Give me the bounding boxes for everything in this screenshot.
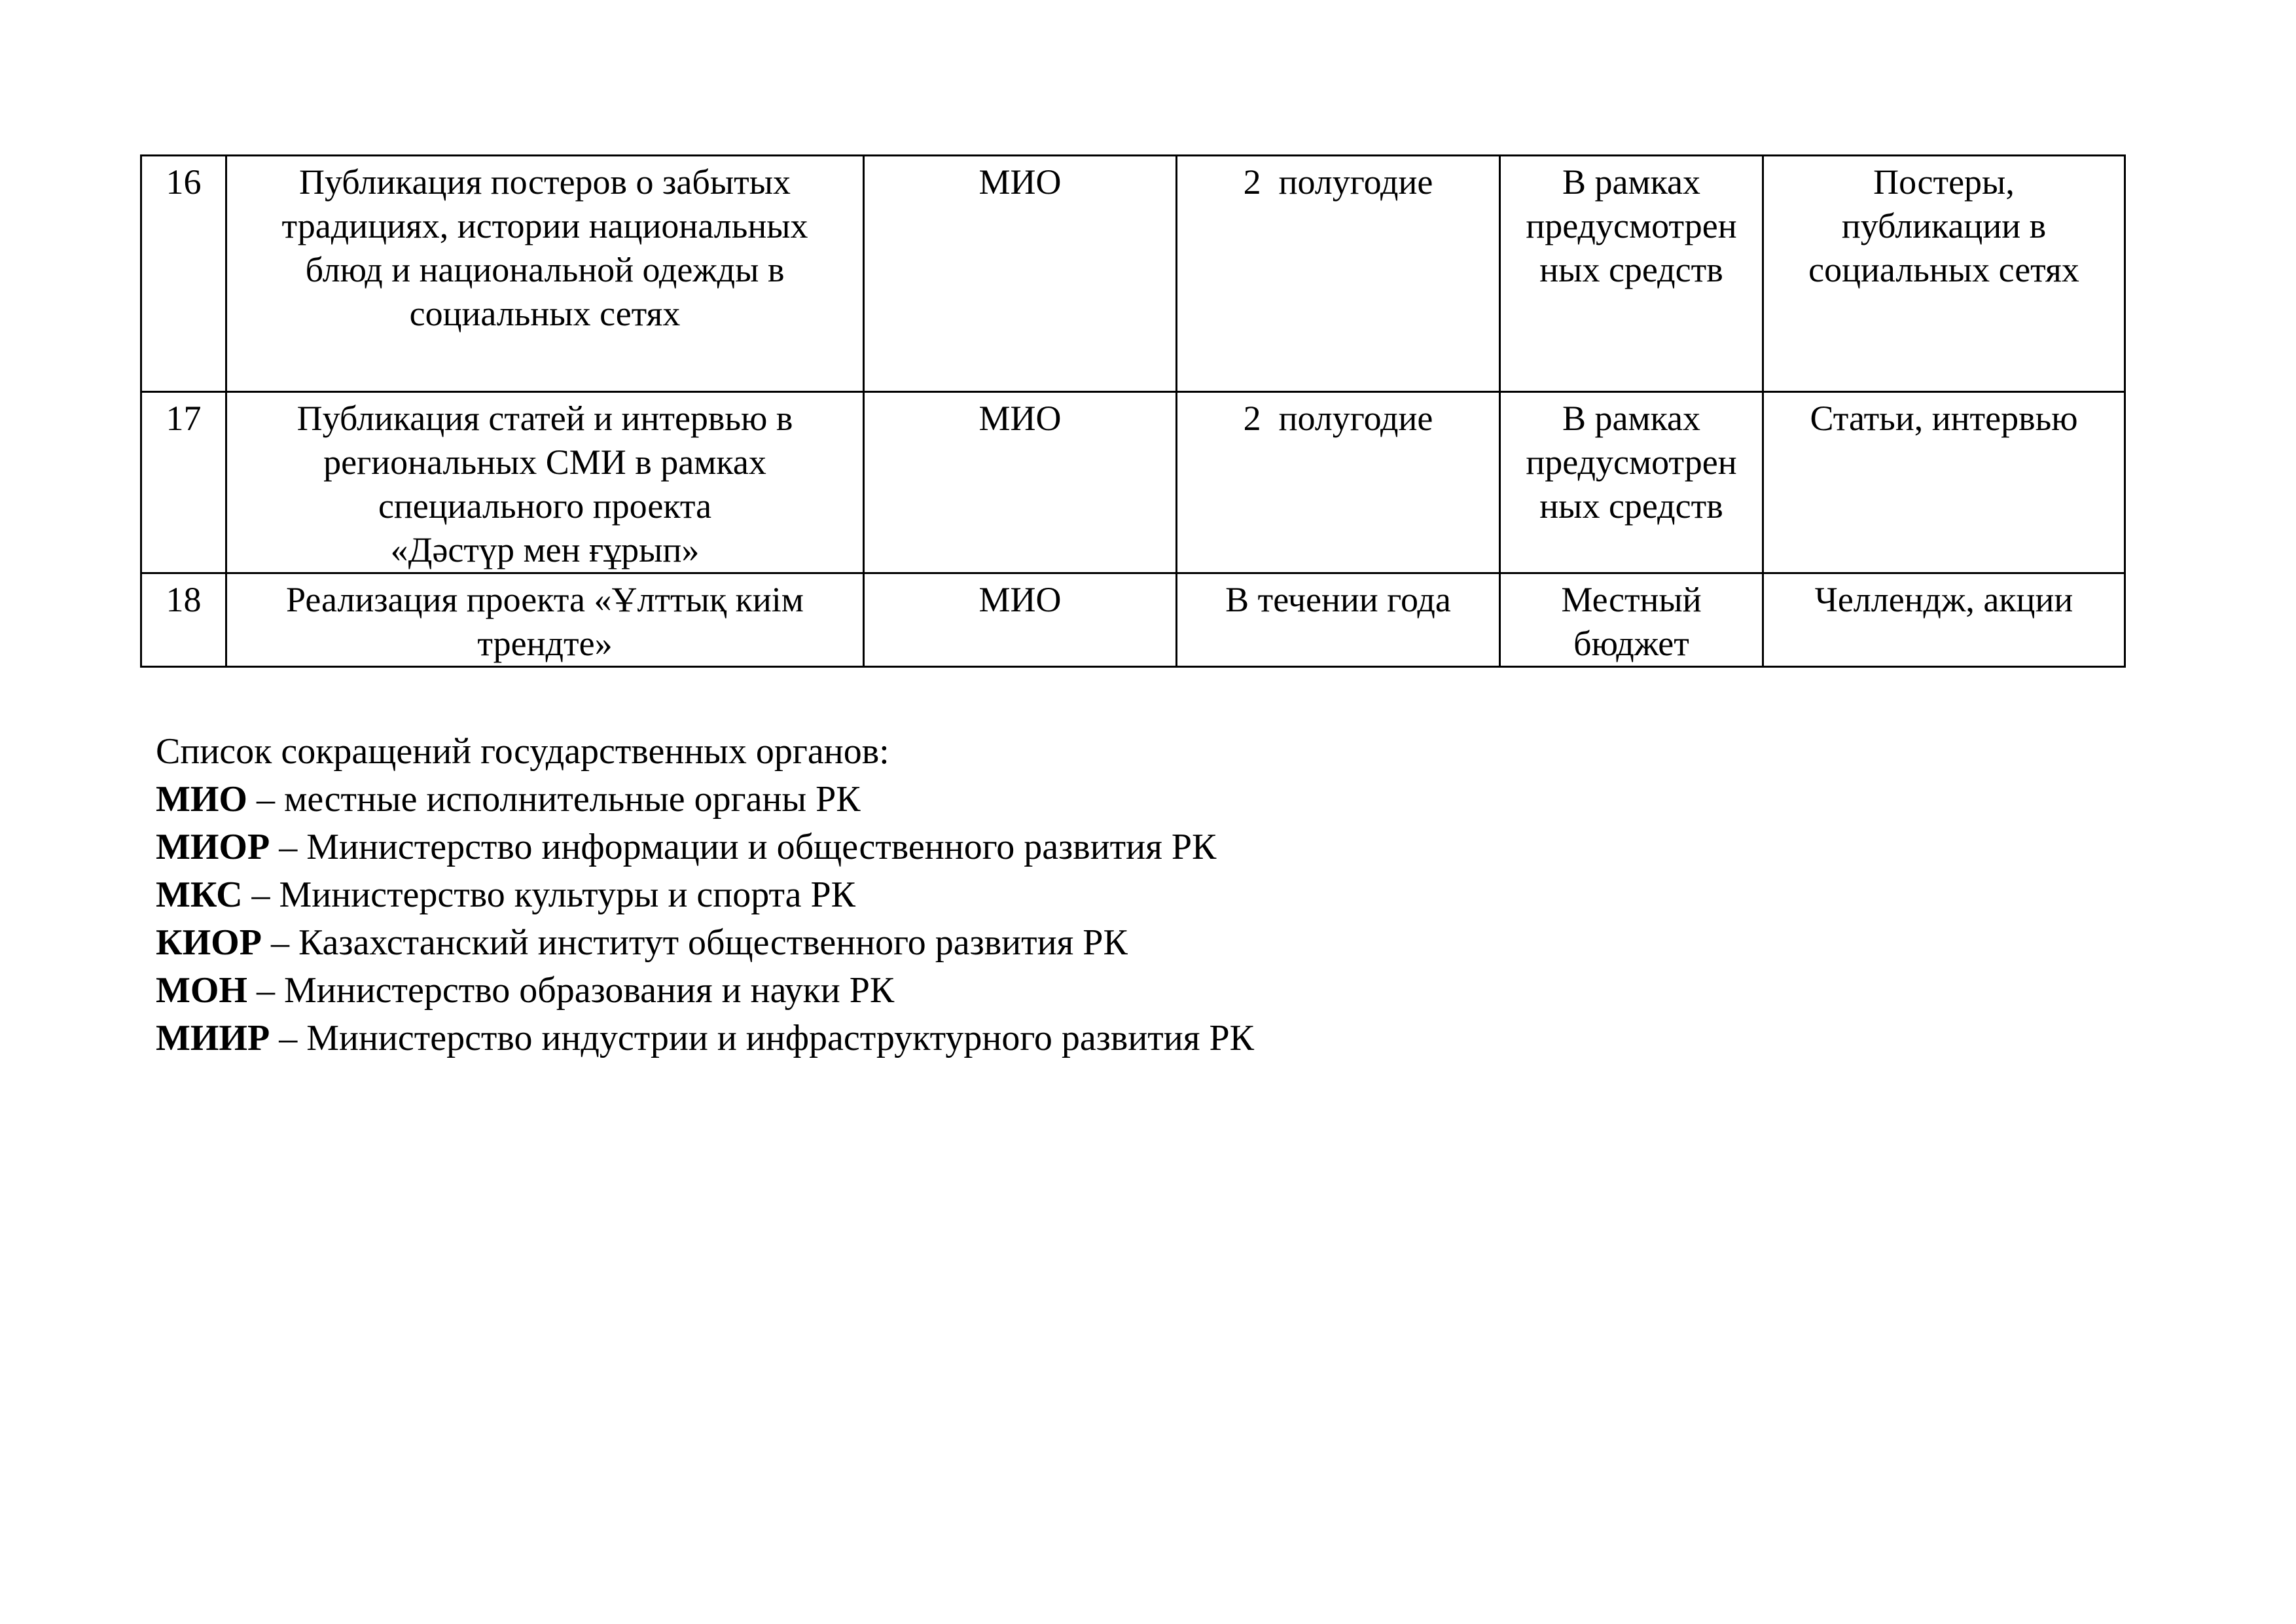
result-line: Постеры, (1873, 162, 2015, 202)
abbreviation-code: МИО (156, 779, 247, 820)
abbreviation-code: МОН (156, 970, 247, 1011)
abbreviation-item (156, 919, 1254, 967)
funding-line: В рамках (1562, 399, 1701, 438)
row-number: 16 (141, 156, 226, 392)
deadline-cell (1177, 573, 1500, 667)
abbreviation-item (156, 967, 1254, 1015)
funding-line: предусмотрен (1526, 206, 1737, 245)
funding-cell (1500, 392, 1763, 573)
funding-cell (1500, 156, 1763, 392)
result-cell (1763, 392, 2125, 573)
deadline-text: 2 полугодие (1243, 399, 1433, 438)
responsible-cell: МИО (864, 156, 1177, 392)
table-row (141, 573, 2125, 667)
event-line: региональных СМИ в рамках (323, 442, 766, 482)
abbreviation-desc: – Министерство информации и общественного развития РК (270, 827, 1217, 867)
event-cell (226, 573, 864, 667)
abbreviations-heading: Список сокращений государственных органов: (156, 731, 889, 772)
abbreviation-desc: – Министерство культуры и спорта РК (242, 875, 856, 915)
event-line: Публикация статей и интервью в (296, 399, 793, 438)
abbreviation-item (156, 1015, 1254, 1062)
abbreviation-desc: – Министерство индустрии и инфраструктурного развития РК (270, 1018, 1254, 1058)
deadline-cell (1177, 392, 1500, 573)
event-cell (226, 392, 864, 573)
abbreviation-item (156, 823, 1254, 871)
abbreviation-desc: – местные исполнительные органы РК (247, 779, 861, 820)
result-line: публикации в (1841, 206, 2047, 245)
deadline-cell (1177, 156, 1500, 392)
funding-line: Местный (1561, 580, 1702, 619)
abbreviations-list (156, 728, 1254, 1062)
table-row (141, 156, 2125, 392)
abbreviation-item (156, 871, 1254, 919)
row-number: 18 (141, 573, 226, 667)
abbreviation-code: МИИР (156, 1018, 270, 1058)
table-row (141, 392, 2125, 573)
result-line: социальных сетях (1808, 250, 2079, 289)
funding-line: ных средств (1539, 486, 1723, 526)
event-line: Реализация проекта «Ұлттық киім (286, 580, 804, 619)
deadline-text: В течении года (1225, 580, 1451, 619)
abbreviation-desc: – Казахстанский институт общественного развития РК (261, 922, 1128, 963)
funding-line: ных средств (1539, 250, 1723, 289)
funding-cell (1500, 573, 1763, 667)
event-line: социальных сетях (409, 294, 681, 333)
result-line: Статьи, интервью (1810, 399, 2078, 438)
abbreviation-desc: – Министерство образования и науки РК (247, 970, 895, 1011)
row-number: 17 (141, 392, 226, 573)
abbreviation-code: МИОР (156, 827, 270, 867)
event-line: традициях, истории национальных (281, 206, 808, 245)
abbreviation-code: КИОР (156, 922, 262, 963)
result-cell (1763, 573, 2125, 667)
result-cell (1763, 156, 2125, 392)
event-line: специального проекта (378, 486, 712, 526)
event-line: трендте» (477, 624, 613, 663)
responsible-cell: МИО (864, 573, 1177, 667)
event-line: блюд и национальной одежды в (305, 250, 785, 289)
event-line: Публикация постеров о забытых (299, 162, 791, 202)
funding-line: бюджет (1573, 624, 1689, 663)
events-table (140, 154, 2126, 668)
responsible-cell: МИО (864, 392, 1177, 573)
abbreviation-item (156, 776, 1254, 823)
event-cell (226, 156, 864, 392)
funding-line: В рамках (1562, 162, 1701, 202)
abbreviation-code: МКС (156, 875, 243, 915)
result-line: Челлендж, акции (1814, 580, 2073, 619)
event-line: «Дәстүр мен ғұрып» (390, 530, 700, 569)
deadline-text: 2 полугодие (1243, 162, 1433, 202)
funding-line: предусмотрен (1526, 442, 1737, 482)
